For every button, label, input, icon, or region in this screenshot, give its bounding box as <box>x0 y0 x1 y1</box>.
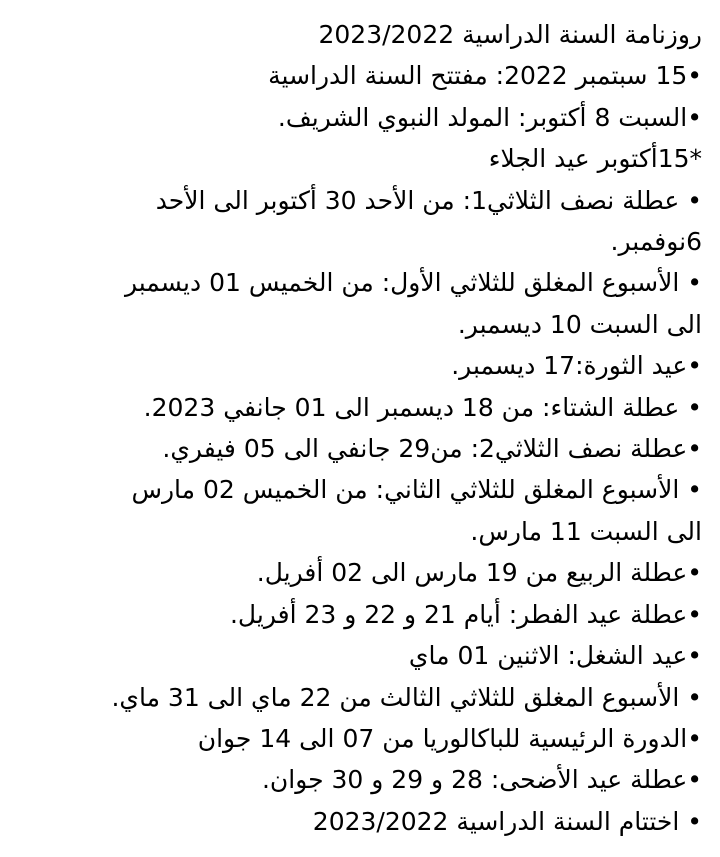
calendar-line: • الأسبوع المغلق للثلاثي الثاني: من الخميس 02 مارس <box>131 475 702 505</box>
calendar-line: •عطلة نصف الثلاثي2: من29 جانفي الى 05 فيفري. <box>162 434 702 464</box>
calendar-line: •عطلة الربيع من 19 مارس الى 02 أفريل. <box>256 558 702 588</box>
calendar-line: •السبت 8 أكتوبر: المولد النبوي الشريف. <box>277 102 702 132</box>
calendar-line: • عطلة نصف الثلاثي1: من الأحد 30 أكتوبر الى الأحد <box>155 185 702 215</box>
calendar-line: •عطلة عيد الأضحى: 28 و 29 و 30 جوان. <box>261 765 702 795</box>
calendar-title: روزنامة السنة الدراسية 2023/2022 <box>318 20 702 49</box>
calendar-line: •عطلة عيد الفطر: أيام 21 و 22 و 23 أفريل. <box>229 599 702 629</box>
calendar-line: •15 سبتمبر 2022: مفتتح السنة الدراسية <box>268 61 702 91</box>
calendar-line: الى السبت 10 ديسمبر. <box>457 309 702 339</box>
calendar-line: •عيد الثورة:17 ديسمبر. <box>451 351 702 381</box>
calendar-line: • اختتام السنة الدراسية 2023/2022 <box>312 806 702 836</box>
calendar-line: • الأسبوع المغلق للثلاثي الأول: من الخميس 01 ديسمبر <box>124 268 702 298</box>
calendar-line: • عطلة الشتاء: من 18 ديسمبر الى 01 جانفي 2023. <box>143 392 702 422</box>
calendar-line: •الدورة الرئيسية للباكالوريا من 07 الى 14 جوان <box>197 723 702 753</box>
calendar-line: 6نوفمبر. <box>610 227 702 257</box>
calendar-line: •عيد الشغل: الاثنين 01 ماي <box>408 641 702 671</box>
calendar-line: *15أكتوبر عيد الجلاء <box>488 144 702 174</box>
calendar-line: • الأسبوع المغلق للثلاثي الثالث من 22 ماي الى 31 ماي. <box>111 682 702 712</box>
calendar-line: الى السبت 11 مارس. <box>470 516 702 546</box>
